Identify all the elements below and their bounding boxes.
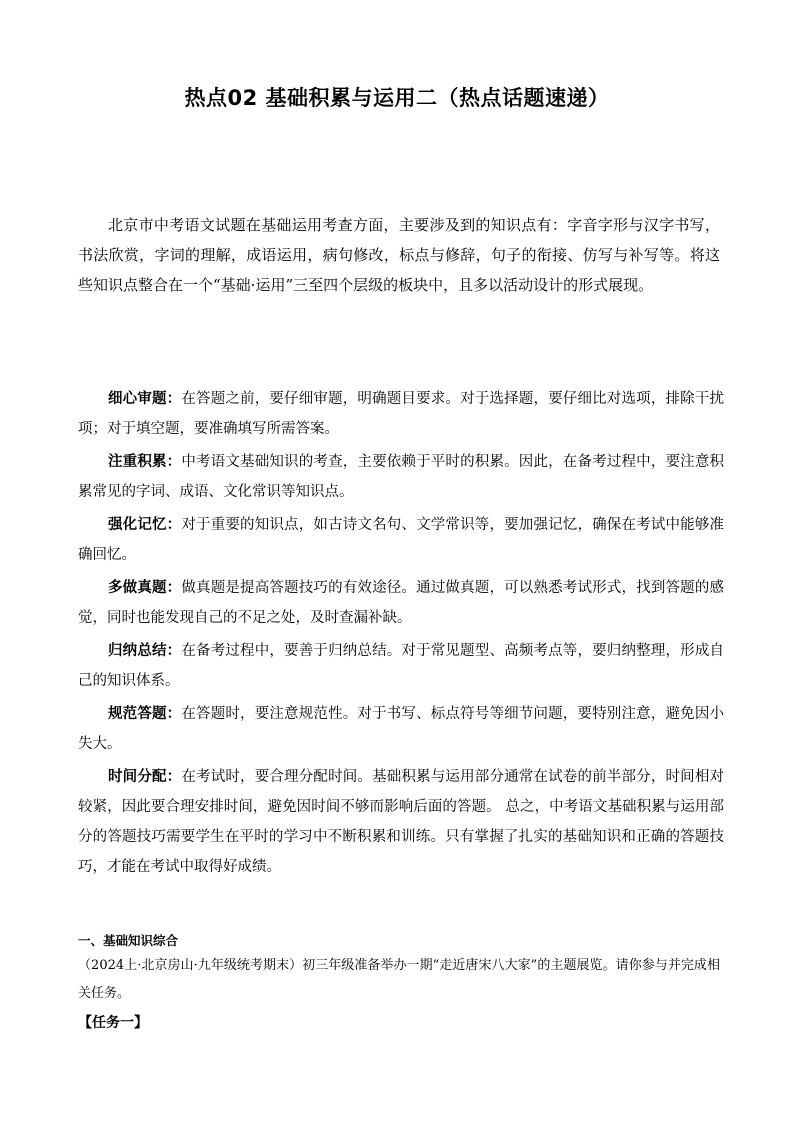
tip-label: 注重积累：	[108, 453, 182, 470]
tips-list	[78, 384, 724, 885]
tip-label: 归纳总结：	[108, 642, 182, 659]
tip-label: 规范答题：	[108, 705, 182, 722]
question-text: （2024上·北京房山·九年级统考期末）初三年级准备举办一期“走近唐宋八大家”的主题展览。请你参与并完成相关任务。	[78, 958, 720, 1001]
section-heading: 一、基础知识综合	[78, 933, 179, 948]
tip-label: 时间分配：	[108, 768, 182, 785]
tip-item	[78, 762, 724, 882]
exercise-section	[78, 930, 720, 1038]
tip-item	[78, 699, 724, 759]
intro-paragraph: 北京市中考语文试题在基础运用考查方面，主要涉及到的知识点有：字音字形与汉字书写，书法欣赏，字词的理解，成语运用，病句修改，标点与修辞，句子的衔接、仿写与补写等。将这些知识点整合在一个“基础·运用”三至四个层级的板块中，且多以活动设计的形式展现。	[78, 216, 720, 294]
page-title: 热点02 基础积累与运用二（热点话题速递）	[184, 86, 610, 110]
tip-text: 在备考过程中，要善于归纳总结。对于常见题型、高频考点等，要归纳整理，形成自己的知识体系。	[78, 643, 725, 689]
tip-text: 做真题是提高答题技巧的有效途径。通过做真题，可以熟悉考试形式，找到答题的感觉，同时也能发现自己的不足之处，及时查漏补缺。	[78, 580, 725, 626]
tip-item	[78, 447, 724, 507]
tip-item	[78, 573, 724, 633]
tip-text: 中考语文基础知识的考查，主要依赖于平时的积累。因此，在备考过程中，要注意积累常见的字词、成语、文化常识等知识点。	[78, 454, 725, 500]
tip-text: 对于重要的知识点，如古诗文名句、文学常识等，要加强记忆，确保在考试中能够准确回忆。	[78, 517, 725, 563]
tip-label: 多做真题：	[108, 579, 182, 596]
tip-text: 在答题之前，要仔细审题，明确题目要求。对于选择题，要仔细比对选项，排除干扰项；对于填空题，要准确填写所需答案。	[78, 391, 725, 437]
tip-text: 在考试时，要合理分配时间。基础积累与运用部分通常在试卷的前半部分，时间相对较紧，因此要合理安排时间，避免因时间不够而影响后面的答题。 总之，中考语文基础积累与运用部分的答题技巧需要学生在平时的学习中不断积累和训练。只有掌握了扎实的基础知识和正确的答题技巧，才能在考试中取得好成绩。	[78, 769, 725, 875]
tip-item	[78, 510, 724, 570]
tip-item	[78, 384, 724, 444]
tip-text: 在答题时，要注意规范性。对于书写、标点符号等细节问题，要特别注意，避免因小失大。	[78, 706, 725, 752]
tip-label: 细心审题：	[108, 390, 182, 407]
tip-item	[78, 636, 724, 696]
tip-label: 强化记忆：	[108, 516, 182, 533]
task-heading: 【任务一】	[78, 1015, 148, 1031]
